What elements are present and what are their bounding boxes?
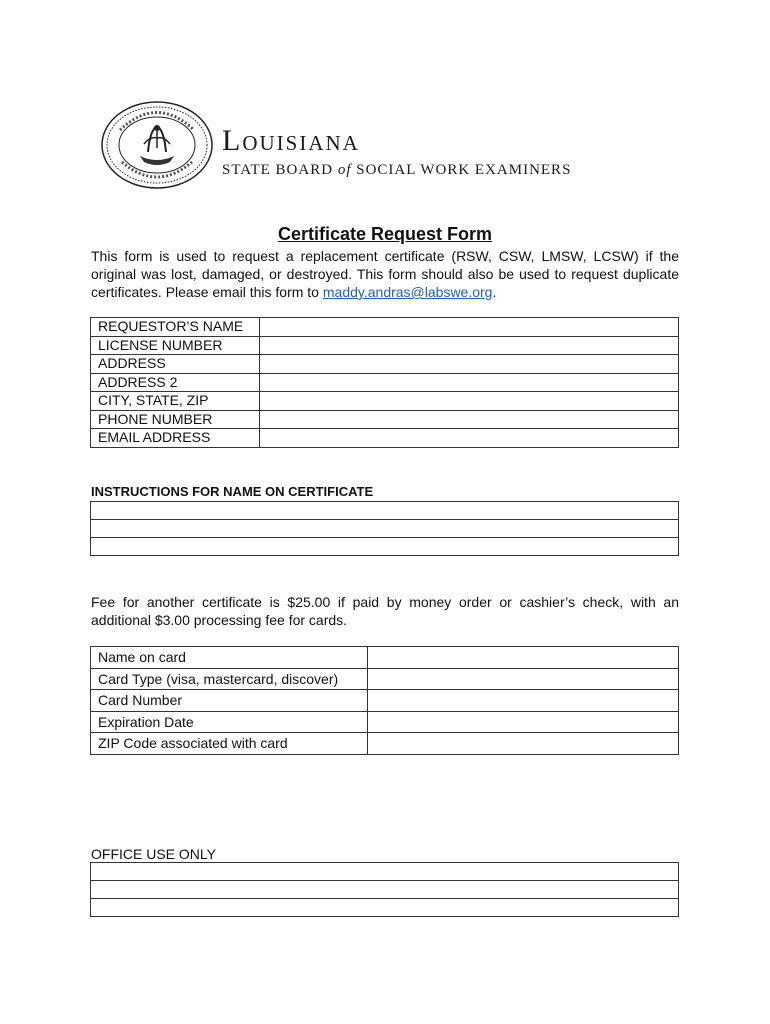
form-title: Certificate Request Form bbox=[277, 224, 493, 244]
row-label: ADDRESS bbox=[91, 355, 260, 374]
table-row bbox=[91, 668, 679, 690]
office-use-table bbox=[90, 862, 679, 917]
row-label: REQUESTOR’S NAME bbox=[91, 318, 260, 337]
table-row bbox=[91, 733, 679, 755]
table-row bbox=[91, 881, 679, 899]
fee-paragraph: Fee for another certificate is $25.00 if paid by money order or cashier’s check, with an additional $3.00 processing fee for cards. bbox=[91, 594, 679, 628]
address-field[interactable] bbox=[260, 355, 679, 374]
row-label: EMAIL ADDRESS bbox=[91, 429, 260, 448]
requestor-name-field[interactable] bbox=[260, 318, 679, 337]
card-number-field[interactable] bbox=[368, 690, 679, 712]
phone-number-field[interactable] bbox=[260, 410, 679, 429]
table-row bbox=[91, 392, 679, 411]
table-row bbox=[91, 520, 679, 538]
name-on-card-field[interactable] bbox=[368, 647, 679, 669]
email-address-field[interactable] bbox=[260, 429, 679, 448]
card-table bbox=[90, 646, 679, 755]
row-label: CITY, STATE, ZIP bbox=[91, 392, 260, 411]
org-sub-post: SOCIAL WORK EXAMINERS bbox=[351, 162, 572, 178]
table-row bbox=[91, 429, 679, 448]
card-type-field[interactable] bbox=[368, 668, 679, 690]
row-label: ZIP Code associated with card bbox=[91, 733, 368, 755]
office-line bbox=[91, 899, 679, 917]
table-row bbox=[91, 899, 679, 917]
row-label: Name on card bbox=[91, 647, 368, 669]
address2-field[interactable] bbox=[260, 373, 679, 392]
instructions-line[interactable] bbox=[91, 520, 679, 538]
table-row bbox=[91, 502, 679, 520]
table-row bbox=[91, 336, 679, 355]
org-sub-of: of bbox=[337, 162, 352, 178]
row-label: ADDRESS 2 bbox=[91, 373, 260, 392]
table-row bbox=[91, 355, 679, 374]
row-label: LICENSE NUMBER bbox=[91, 336, 260, 355]
table-row bbox=[91, 410, 679, 429]
requestor-table bbox=[90, 317, 679, 448]
intro-paragraph bbox=[91, 247, 679, 301]
card-zip-field[interactable] bbox=[368, 733, 679, 755]
table-row bbox=[91, 373, 679, 392]
instructions-table bbox=[90, 501, 679, 556]
row-label: Card Type (visa, mastercard, discover) bbox=[91, 668, 368, 690]
instructions-heading: INSTRUCTIONS FOR NAME ON CERTIFICATE bbox=[91, 484, 374, 499]
email-link[interactable]: maddy.andras@labswe.org bbox=[322, 284, 493, 300]
office-line bbox=[91, 881, 679, 899]
row-label: Card Number bbox=[91, 690, 368, 712]
org-sub-pre: STATE BOARD bbox=[222, 162, 338, 178]
table-row bbox=[91, 318, 679, 337]
instructions-line[interactable] bbox=[91, 538, 679, 556]
state-seal-icon bbox=[100, 100, 214, 190]
row-label: PHONE NUMBER bbox=[91, 410, 260, 429]
row-label: Expiration Date bbox=[91, 711, 368, 733]
intro-text: This form is used to request a replacement certificate (RSW, CSW, LMSW, LCSW) if the original was lost, damaged, or destroyed. This form should also be used to request duplicate certificates. Please email this form to bbox=[91, 248, 679, 300]
instructions-line[interactable] bbox=[91, 502, 679, 520]
expiration-date-field[interactable] bbox=[368, 711, 679, 733]
office-line bbox=[91, 863, 679, 881]
intro-end: . bbox=[492, 284, 497, 300]
table-row bbox=[91, 690, 679, 712]
org-subtitle bbox=[222, 162, 571, 179]
table-row bbox=[91, 538, 679, 556]
table-row bbox=[91, 863, 679, 881]
license-number-field[interactable] bbox=[260, 336, 679, 355]
table-row bbox=[91, 647, 679, 669]
org-name: Louisiana bbox=[222, 124, 360, 157]
table-row bbox=[91, 711, 679, 733]
city-state-zip-field[interactable] bbox=[260, 392, 679, 411]
office-use-heading: OFFICE USE ONLY bbox=[91, 846, 216, 862]
